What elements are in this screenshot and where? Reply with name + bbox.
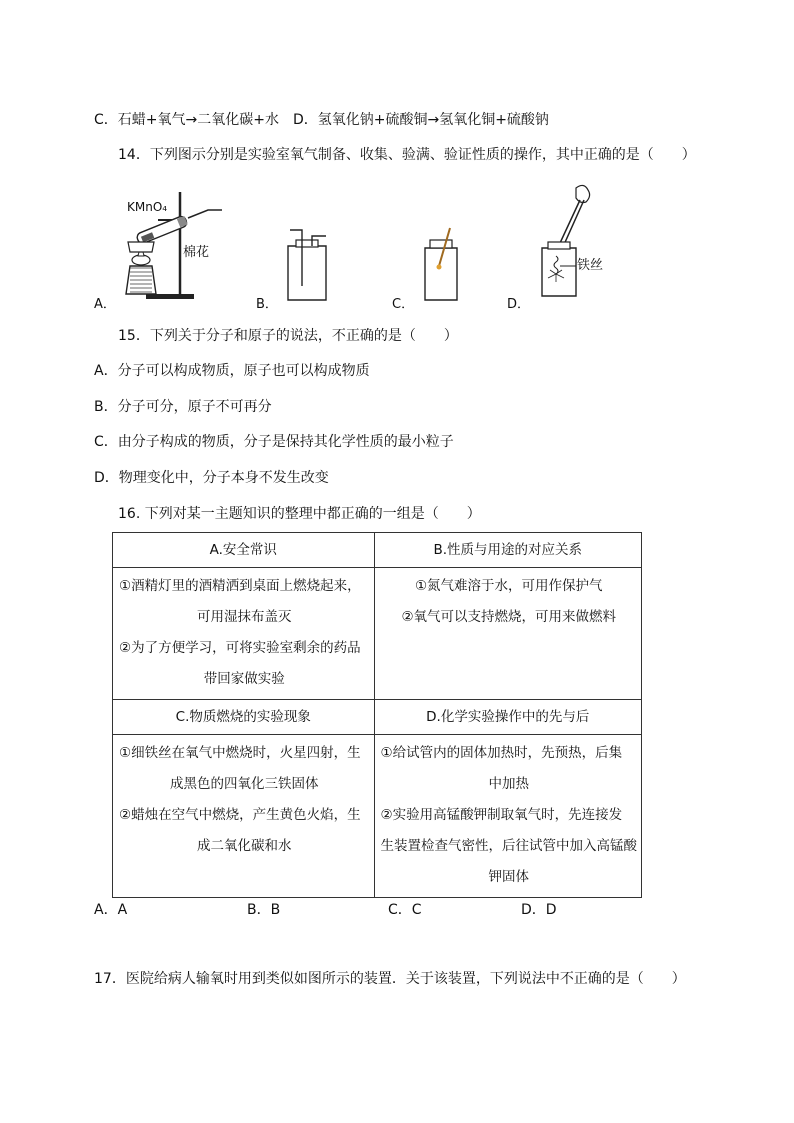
table-cell-b bbox=[374, 568, 642, 700]
q15-option-c: C．由分子构成的物质，分子是保持其化学性质的最小粒子 bbox=[94, 434, 454, 450]
cell-a-line: ①酒精灯里的酒精洒到桌面上燃烧起来， bbox=[119, 578, 361, 594]
cell-d-line: 钾固体 bbox=[488, 869, 529, 885]
figure-b-oxygen-collection bbox=[282, 226, 332, 302]
q14-option-d-label: D． bbox=[507, 297, 531, 312]
table-header-c: C.物质燃烧的实验现象 bbox=[113, 700, 375, 735]
q15-option-d: D．物理变化中，分子本身不发生改变 bbox=[94, 470, 329, 486]
cell-b-line: ①氮气难溶于水，可用作保护气 bbox=[414, 578, 603, 594]
q14-option-c-label: C． bbox=[392, 297, 415, 312]
q15-question: 15．下列关于分子和原子的说法，不正确的是（ ） bbox=[118, 328, 458, 344]
cell-a-line: 可用湿抹布盖灭 bbox=[197, 609, 292, 625]
cell-a-line: ②为了方便学习，可将实验室剩余的药品 bbox=[119, 640, 361, 656]
q15-option-a: A．分子可以构成物质，原子也可以构成物质 bbox=[94, 363, 370, 379]
q17-question: 17．医院给病人输氧时用到类似如图所示的装置．关于该装置，下列说法中不正确的是（ ） bbox=[94, 971, 686, 987]
iron-wire-label: 铁丝 bbox=[577, 258, 604, 273]
cell-d-line: 中加热 bbox=[488, 776, 529, 792]
q16-question: 16. 下列对某一主题知识的整理中都正确的一组是（ ） bbox=[118, 506, 481, 522]
cotton-label: 棉花 bbox=[183, 245, 210, 260]
cell-d-line: 生装置检查气密性，后往试管中加入高锰酸 bbox=[380, 838, 637, 854]
q16-option-d: D．D bbox=[521, 902, 557, 918]
figure-c-oxygen-test bbox=[420, 226, 462, 302]
q16-option-c: C．C bbox=[388, 902, 422, 918]
table-cell-a bbox=[113, 568, 375, 700]
table-cell-d bbox=[374, 735, 642, 898]
table-cell-c bbox=[113, 735, 375, 898]
q13-option-cd: C．石蜡+氧气→二氧化碳+水 D．氢氧化钠+硫酸铜→氢氧化铜+硫酸钠 bbox=[94, 112, 549, 128]
table-header-b: B.性质与用途的对应关系 bbox=[374, 533, 642, 568]
cell-c-line: 成二氧化碳和水 bbox=[197, 838, 292, 854]
q14-question: 14．下列图示分别是实验室氧气制备、收集、验满、验证性质的操作，其中正确的是（ ） bbox=[118, 147, 696, 163]
q14-option-b-label: B． bbox=[256, 297, 278, 312]
q14-option-a-label: A． bbox=[94, 297, 116, 312]
table-header-a: A.安全常识 bbox=[113, 533, 375, 568]
cell-b-line: ②氧气可以支持燃烧，可用来做燃料 bbox=[401, 609, 617, 625]
q16-knowledge-table bbox=[112, 532, 642, 898]
cell-a-line: 带回家做实验 bbox=[203, 671, 285, 687]
figure-d-iron-wire-combustion bbox=[536, 182, 604, 300]
kmno4-label: KMnO₄ bbox=[127, 200, 168, 214]
cell-d-line: ②实验用高锰酸钾制取氧气时，先连接发 bbox=[380, 807, 623, 823]
cell-c-line: ②蜡烛在空气中燃烧，产生黄色火焰，生 bbox=[119, 807, 361, 823]
cell-c-line: ①细铁丝在氧气中燃烧时，火星四射，生 bbox=[119, 745, 361, 761]
q16-option-b: B．B bbox=[247, 902, 281, 918]
cell-d-line: ①给试管内的固体加热时，先预热，后集 bbox=[380, 745, 623, 761]
q15-option-b: B．分子可分，原子不可再分 bbox=[94, 399, 272, 415]
q16-option-a: A．A bbox=[94, 902, 128, 918]
table-header-d: D.化学实验操作中的先与后 bbox=[374, 700, 642, 735]
cell-c-line: 成黑色的四氧化三铁固体 bbox=[170, 776, 319, 792]
